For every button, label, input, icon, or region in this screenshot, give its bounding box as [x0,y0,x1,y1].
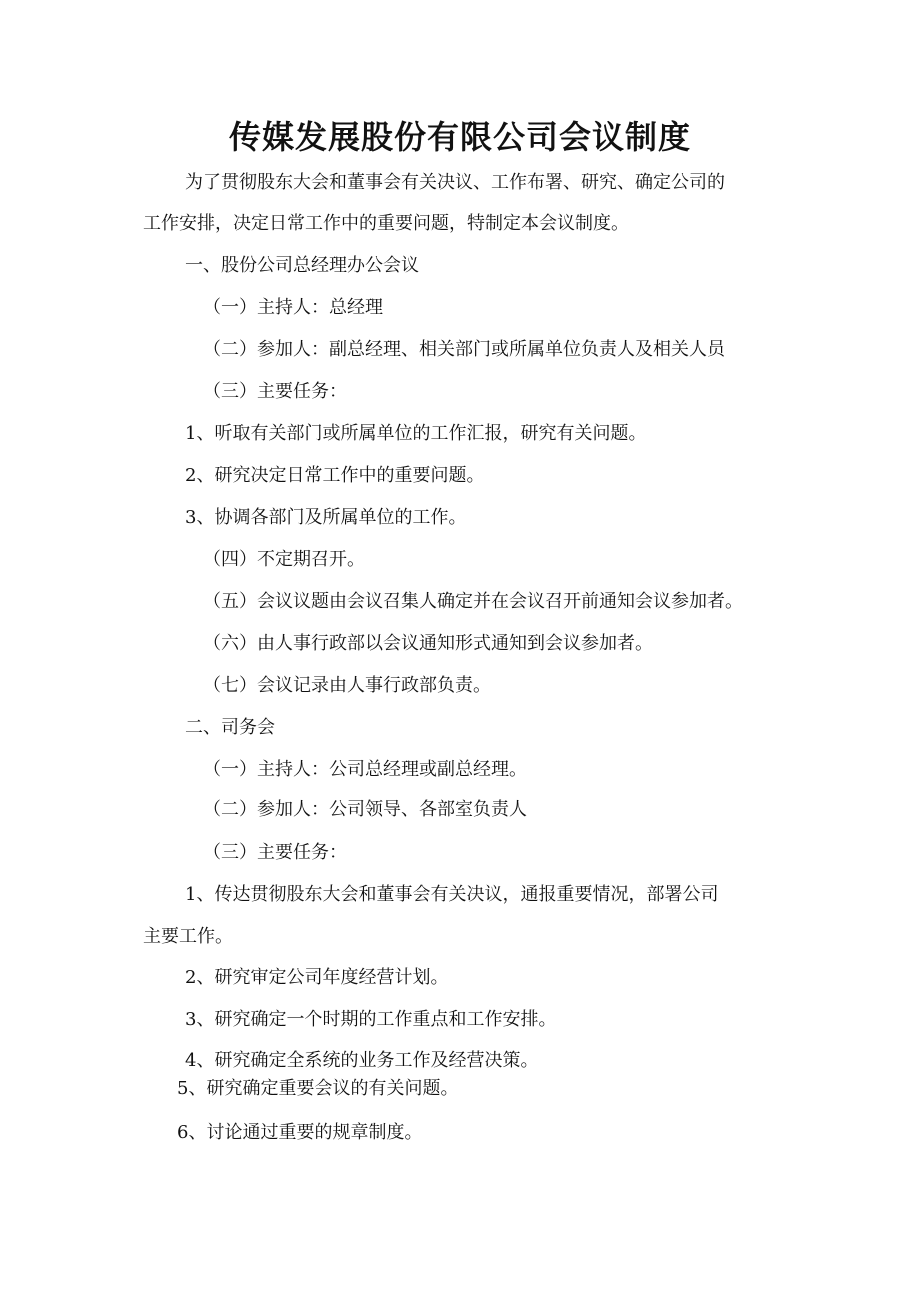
section1-task-1: 1、听取有关部门或所属单位的工作汇报，研究有关问题。 [185,423,647,444]
section2-task-6: 6、讨论通过重要的规章制度。 [177,1122,423,1143]
section1-item-5: （五）会议议题由会议召集人确定并在会议召开前通知会议参加者。 [203,591,743,612]
section2-tasks-label: （三）主要任务： [203,842,347,863]
section2-task-2: 2、研究审定公司年度经营计划。 [185,967,449,988]
intro-line-1: 为了贯彻股东大会和董事会有关决议、工作布署、研究、确定公司的 [185,172,725,193]
section1-heading: 一、股份公司总经理办公会议 [185,255,419,276]
section2-task-1-line-2: 主要工作。 [143,926,233,947]
section2-task-5: 5、研究确定重要会议的有关问题。 [177,1078,459,1099]
section1-tasks-label: （三）主要任务： [203,381,347,402]
section2-task-4: 4、研究确定全系统的业务工作及经营决策。 [185,1050,539,1071]
intro-line-2: 工作安排，决定日常工作中的重要问题，特制定本会议制度。 [143,213,629,234]
section2-task-3: 3、研究确定一个时期的工作重点和工作安排。 [185,1009,557,1030]
document-title: 传媒发展股份有限公司会议制度 [228,118,691,156]
section1-participants: （二）参加人：副总经理、相关部门或所属单位负责人及相关人员 [203,339,725,360]
section1-item-7: （七）会议记录由人事行政部负责。 [203,675,491,696]
section1-item-6: （六）由人事行政部以会议通知形式通知到会议参加者。 [203,633,653,654]
section2-task-1-line-1: 1、传达贯彻股东大会和董事会有关决议，通报重要情况，部署公司 [185,884,719,905]
section1-host: （一）主持人：总经理 [203,297,383,318]
section1-item-4: （四）不定期召开。 [203,549,365,570]
section1-task-2: 2、研究决定日常工作中的重要问题。 [185,465,485,486]
section2-participants: （二）参加人：公司领导、各部室负责人 [203,799,527,820]
section1-task-3: 3、协调各部门及所属单位的工作。 [185,507,467,528]
section2-host: （一）主持人：公司总经理或副总经理。 [203,759,527,780]
section2-heading: 二、司务会 [185,717,275,738]
